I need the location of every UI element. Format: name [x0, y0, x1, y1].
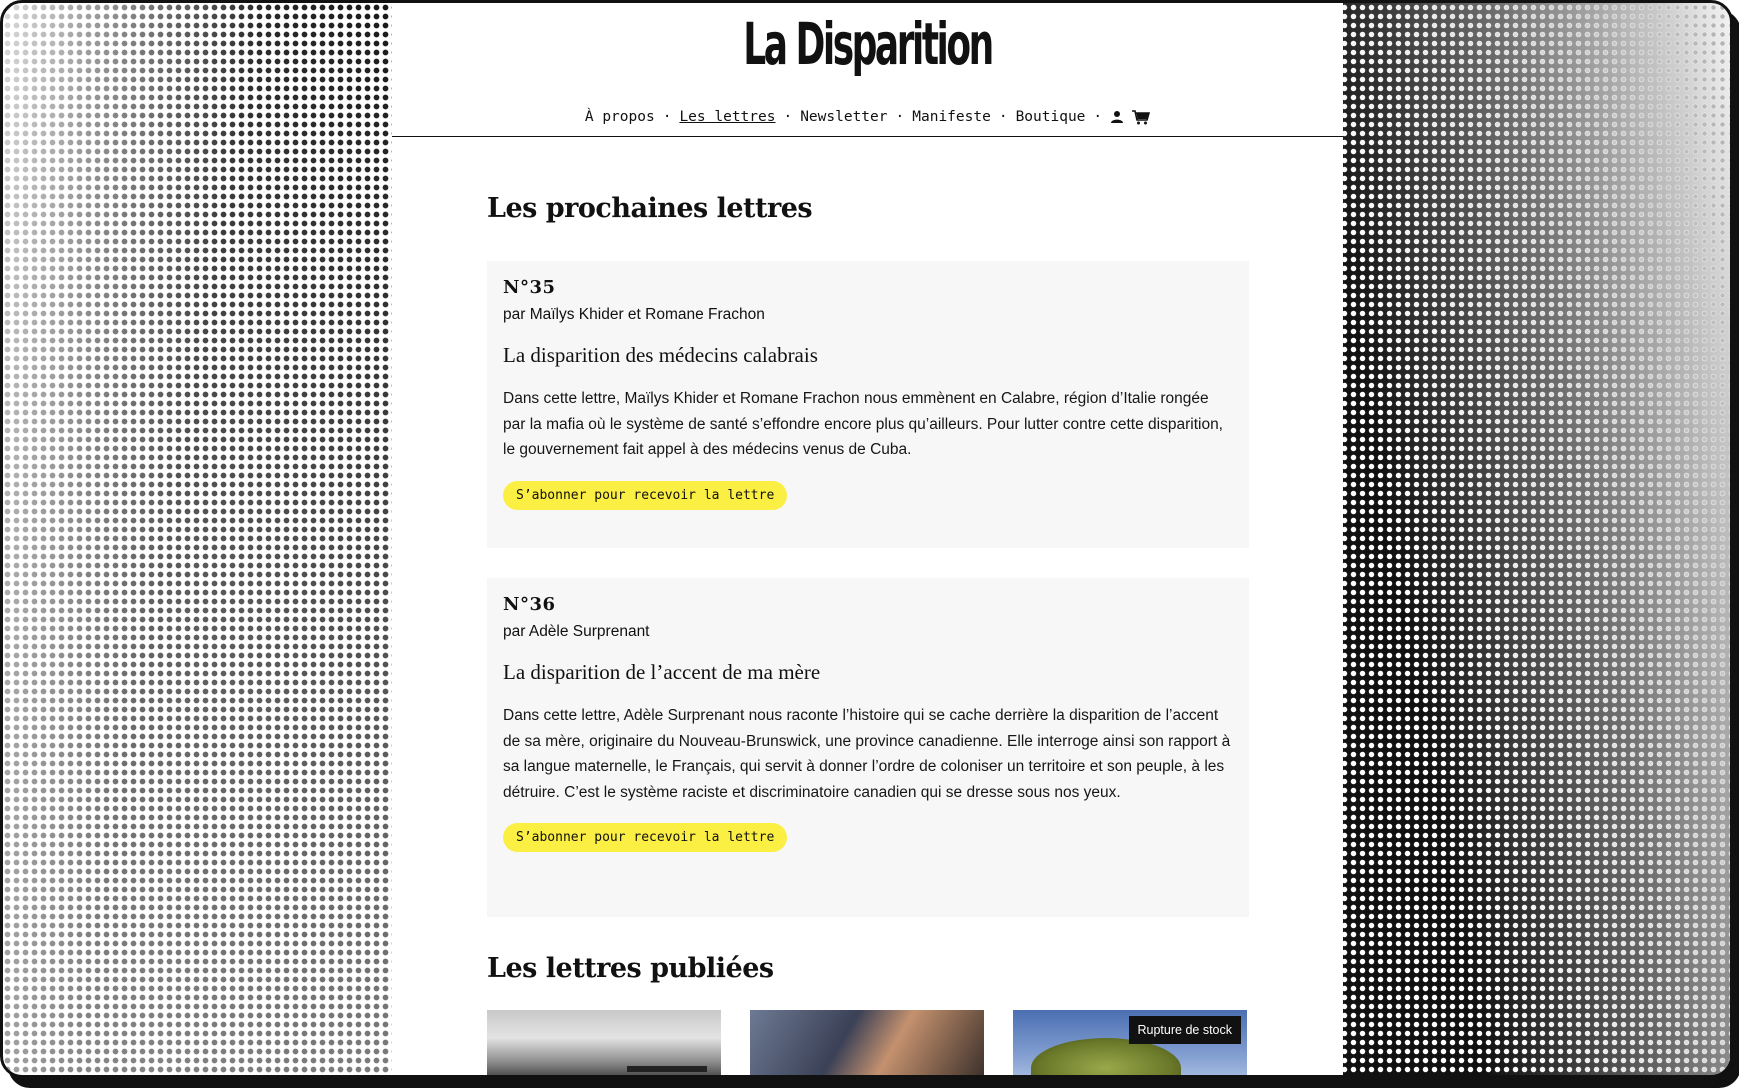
letter-authors: par Maïlys Khider et Romane Frachon	[503, 306, 765, 323]
page-content	[392, 3, 1343, 1075]
user-icon[interactable]	[1110, 110, 1124, 124]
nav-separator: ·	[998, 109, 1008, 125]
nav-separator: ·	[662, 109, 672, 125]
cart-icon[interactable]	[1132, 110, 1150, 125]
halftone-background-left	[3, 3, 392, 1075]
subscribe-button[interactable]: S’abonner pour recevoir la lettre	[503, 823, 787, 852]
letter-number: N°35	[503, 277, 556, 298]
halftone-background-right	[1340, 3, 1730, 1075]
nav-separator: ·	[783, 109, 793, 125]
thumbnail-detail	[627, 1066, 707, 1072]
nav-item-boutique[interactable]: Boutique	[1015, 109, 1086, 125]
site-header	[392, 3, 1343, 137]
nav-separator: ·	[895, 109, 905, 125]
published-letters-grid	[487, 1010, 1249, 1078]
letter-authors: par Adèle Surprenant	[503, 623, 650, 640]
section-title-upcoming: Les prochaines lettres	[487, 193, 813, 224]
site-logo[interactable]: La Disparition	[743, 10, 992, 78]
letter-description: Dans cette lettre, Adèle Surprenant nous raconte l’histoire qui se cache derrière la disparition de l’accent de sa mère, originaire du Nouveau-Brunswick, une province canadienne. Elle interroge ainsi son rapport à sa langue maternelle, le Français, qui servit à donner l’ordre de coloniser un territoire et son peuple, à les détruire. C’est le système raciste et discriminatoire canadien qui se dresse sous nos yeux.	[503, 707, 1231, 801]
main-nav	[392, 109, 1343, 125]
nav-item-les-lettres[interactable]: Les lettres	[679, 109, 776, 125]
letter-description: Dans cette lettre, Maïlys Khider et Romane Frachon nous emmènent en Calabre, région d’Italie rongée par la mafia où le système de santé s’effondre encore plus qu’ailleurs. Pour lutter contre cette disparition, le gouvernement fait appel à des médecins venus de Cuba.	[503, 390, 1223, 458]
nav-item-a-propos[interactable]: À propos	[584, 109, 655, 125]
nav-separator: ·	[1093, 109, 1103, 125]
letter-card	[487, 261, 1249, 548]
section-title-published: Les lettres publiées	[487, 953, 774, 984]
published-letter-thumbnail[interactable]	[750, 1010, 984, 1078]
published-letter-thumbnail[interactable]	[1013, 1010, 1247, 1078]
thumbnail-detail	[1031, 1038, 1181, 1078]
out-of-stock-badge: Rupture de stock	[1129, 1016, 1242, 1044]
nav-item-newsletter[interactable]: Newsletter	[800, 109, 888, 125]
nav-item-manifeste[interactable]: Manifeste	[912, 109, 991, 125]
letter-title: La disparition de l’accent de ma mère	[503, 660, 821, 684]
letter-card	[487, 578, 1249, 917]
published-letter-thumbnail[interactable]	[487, 1010, 721, 1078]
subscribe-button[interactable]: S’abonner pour recevoir la lettre	[503, 481, 787, 510]
letter-title: La disparition des médecins calabrais	[503, 343, 818, 367]
letter-number: N°36	[503, 594, 556, 615]
